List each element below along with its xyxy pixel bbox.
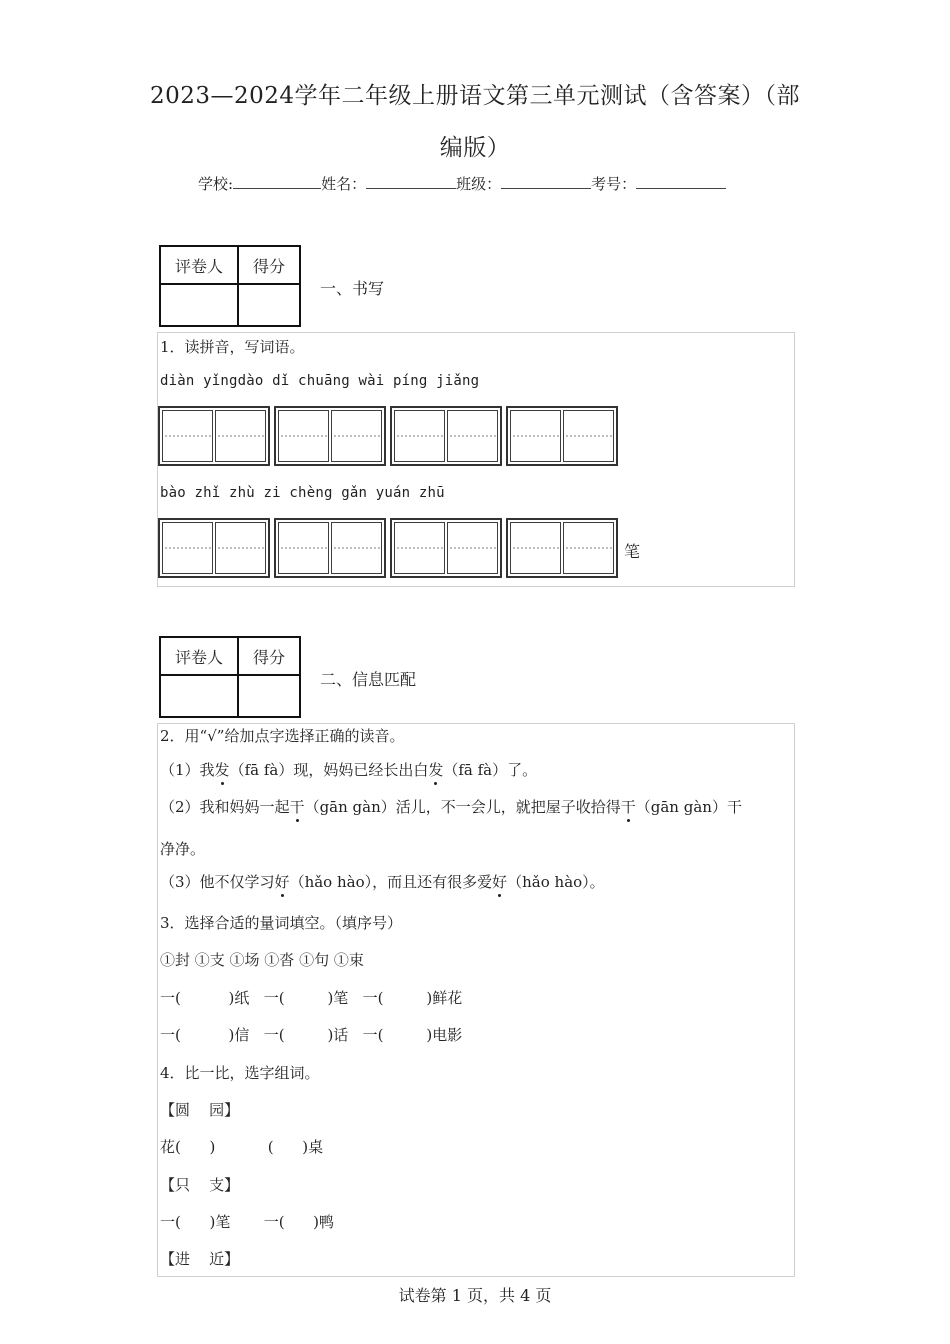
q3-options: ①封 ①支 ①场 ①沓 ①句 ①束 <box>160 951 364 969</box>
word-box[interactable] <box>158 406 270 466</box>
name-blank[interactable] <box>366 174 456 189</box>
score-header: 得分 <box>238 246 300 284</box>
exam-title-line1: 2023—2024学年二年级上册语文第三单元测试（含答案）（部 <box>149 83 801 109</box>
pinyin-row-1: diàn yǐngdào dǐ chuāng wài píng jiǎng <box>160 373 480 389</box>
exam-no-blank[interactable] <box>636 174 726 189</box>
char-grid[interactable] <box>278 522 329 574</box>
q4-group-2: 【只 支】 <box>160 1176 240 1194</box>
grader-header: 评卷人 <box>160 637 238 675</box>
q2-item-text: （hǎo hào），而且还有很多爱 <box>289 873 493 891</box>
writing-grid-row-2 <box>158 518 622 578</box>
char-grid[interactable] <box>510 410 561 462</box>
word-box[interactable] <box>158 518 270 578</box>
char-grid[interactable] <box>394 410 445 462</box>
word-box[interactable] <box>390 406 502 466</box>
char-grid[interactable] <box>162 522 213 574</box>
char-grid[interactable] <box>215 522 266 574</box>
class-blank[interactable] <box>501 174 591 189</box>
q2-item-3 <box>160 871 605 892</box>
q4-group-1-words[interactable]: 花( ) ( )桌 <box>160 1138 324 1156</box>
char-grid[interactable] <box>563 522 614 574</box>
score-cell[interactable] <box>238 675 300 717</box>
char-grid[interactable] <box>510 522 561 574</box>
char-grid[interactable] <box>215 410 266 462</box>
grader-cell[interactable] <box>160 284 238 326</box>
q2-item-text: （gān gàn）活儿，不一会儿，就把屋子收拾得 <box>304 798 621 816</box>
grader-header: 评卷人 <box>160 246 238 284</box>
word-box[interactable] <box>274 518 386 578</box>
question-2-text <box>160 725 404 746</box>
score-table-section1 <box>159 245 301 327</box>
q2-item-2 <box>160 796 742 817</box>
q3-row-1[interactable]: 一( )纸 一( )笔 一( )鲜花 <box>160 989 463 1007</box>
q4-group-2-words[interactable]: 一( )笔 一( )鸭 <box>160 1213 335 1231</box>
student-info-line <box>198 173 726 194</box>
writing-grid-row-1 <box>158 406 622 466</box>
q2-item-1 <box>160 759 537 780</box>
q4-group-1: 【圆 园】 <box>160 1101 240 1119</box>
q2-item-text: （2）我和妈妈一起 <box>160 798 290 816</box>
char-grid[interactable] <box>447 410 498 462</box>
exam-title <box>120 70 830 174</box>
word-box[interactable] <box>506 406 618 466</box>
page-footer: 试卷第 1 页，共 4 页 <box>398 1286 552 1305</box>
char-grid[interactable] <box>278 410 329 462</box>
q2-item-text: （gān gàn）干 <box>635 798 742 816</box>
dotted-char: 好 <box>274 873 290 891</box>
question-1-text: 1．读拼音，写词语。 <box>160 338 305 356</box>
word-box[interactable] <box>506 518 618 578</box>
exam-title-line2: 编版） <box>439 135 511 161</box>
word-box[interactable] <box>390 518 502 578</box>
section1-title: 一、书写 <box>320 279 385 298</box>
school-blank[interactable] <box>233 174 321 189</box>
dotted-char: 干 <box>620 798 636 816</box>
name-label: 姓名： <box>321 175 367 193</box>
q3-row-2[interactable]: 一( )信 一( )话 一( )电影 <box>160 1026 463 1044</box>
char-grid[interactable] <box>331 410 382 462</box>
q2-item-text: （1）我 <box>160 761 215 779</box>
question-4-text: 4．比一比，选字组词。 <box>160 1064 320 1082</box>
q4-group-3: 【进 近】 <box>160 1250 240 1268</box>
grader-cell[interactable] <box>160 675 238 717</box>
checkmark-icon: √ <box>207 727 217 745</box>
char-grid[interactable] <box>447 522 498 574</box>
q2-item-2-wrap: 净净。 <box>160 840 206 858</box>
score-cell[interactable] <box>238 284 300 326</box>
pinyin-row-2: bào zhǐ zhù zi chèng gǎn yuán zhū <box>160 485 445 501</box>
class-label: 班级： <box>456 175 502 193</box>
dotted-char: 发 <box>428 761 444 779</box>
q2-item-text: （fā fà）了。 <box>443 761 538 779</box>
char-grid[interactable] <box>162 410 213 462</box>
char-grid[interactable] <box>331 522 382 574</box>
dotted-char: 发 <box>214 761 230 779</box>
score-header: 得分 <box>238 637 300 675</box>
question-3-text: 3．选择合适的量词填空。（填序号） <box>160 914 403 932</box>
word-box[interactable] <box>274 406 386 466</box>
section2-title: 二、信息匹配 <box>320 670 417 689</box>
q2-item-text: （hǎo hào）。 <box>507 873 605 891</box>
school-label: 学校: <box>198 175 234 193</box>
q2-rest: ”给加点字选择正确的读音。 <box>216 727 405 745</box>
dotted-char: 好 <box>492 873 508 891</box>
q2-item-text: （3）他不仅学习 <box>160 873 275 891</box>
exam-no-label: 考号： <box>591 175 637 193</box>
q2-lead: 2．用“ <box>160 727 208 745</box>
q2-item-text: （fā fà）现，妈妈已经长出白 <box>229 761 429 779</box>
char-grid[interactable] <box>563 410 614 462</box>
trailing-character: 笔 <box>624 542 641 561</box>
char-grid[interactable] <box>394 522 445 574</box>
score-table-section2 <box>159 636 301 718</box>
dotted-char: 干 <box>289 798 305 816</box>
